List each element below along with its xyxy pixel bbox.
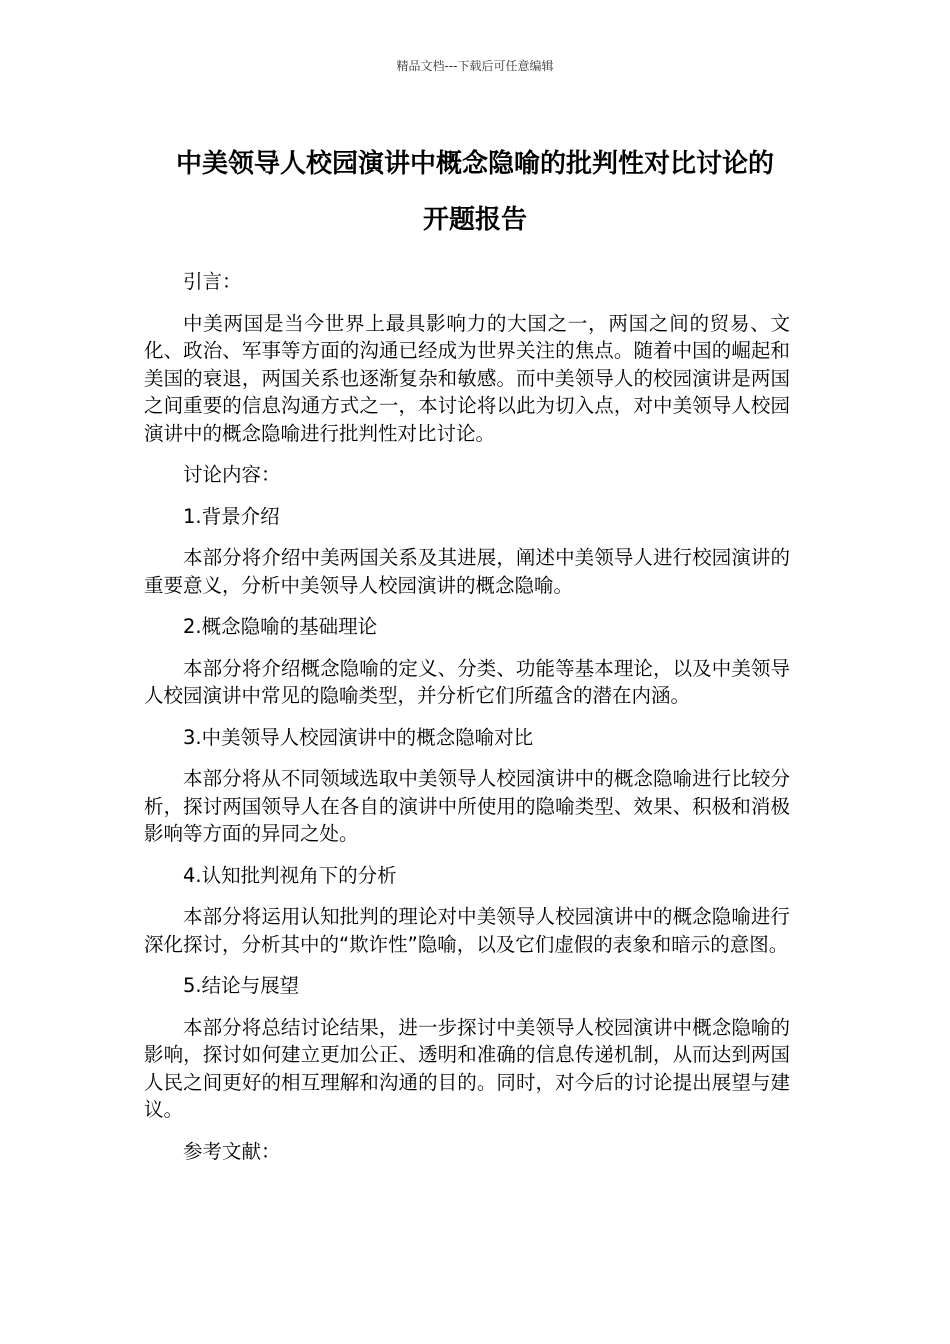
section-heading-cognitive-analysis: 4.认知批判视角下的分析	[183, 863, 397, 887]
section-heading-conclusion: 5.结论与展望	[183, 974, 300, 997]
document-body	[144, 268, 790, 1179]
content-heading: 讨论内容：	[183, 463, 281, 486]
section-paragraph-comparison: 本部分将从不同领域选取中美领导人校园演讲中的概念隐喻进行比较分析，探讨两国领导人在各自的演讲中所使用的隐喻类型、效果、积极和消极影响等方面的异同之处。	[144, 767, 790, 845]
document-title-line-1: 中美领导人校园演讲中概念隐喻的批判性对比讨论的	[175, 149, 774, 179]
section-paragraph-cognitive-analysis: 本部分将运用认知批判的理论对中美领导人校园演讲中的概念隐喻进行深化探讨，分析其中的“欺诈性”隐喻，以及它们虚假的表象和暗示的意图。	[144, 905, 790, 956]
section-heading-theory: 2.概念隐喻的基础理论	[183, 615, 378, 638]
page-header: 精品文档---下载后可任意编辑	[396, 59, 554, 73]
references-heading: 参考文献：	[183, 1139, 281, 1163]
section-paragraph-conclusion: 本部分将总结讨论结果，进一步探讨中美领导人校园演讲中概念隐喻的影响，探讨如何建立更加公正、透明和准确的信息传递机制，从而达到两国人民之间更好的相互理解和沟通的目的。同时，对今后的讨论提出展望与建议。	[144, 1015, 790, 1121]
document-title	[140, 136, 810, 248]
section-heading-comparison: 3.中美领导人校园演讲中的概念隐喻对比	[183, 725, 534, 749]
intro-heading: 引言：	[183, 270, 242, 293]
document-title-line-2: 开题报告	[422, 205, 527, 235]
section-heading-background: 1.背景介绍	[183, 504, 280, 528]
section-paragraph-theory: 本部分将介绍概念隐喻的定义、分类、功能等基本理论，以及中美领导人校园演讲中常见的隐喻类型，并分析它们所蕴含的潜在内涵。	[144, 656, 790, 707]
section-paragraph-background: 本部分将介绍中美两国关系及其进展，阐述中美领导人进行校园演讲的重要意义，分析中美领导人校园演讲的概念隐喻。	[144, 546, 790, 597]
intro-paragraph: 中美两国是当今世界上最具影响力的大国之一，两国之间的贸易、文化、政治、军事等方面的沟通已经成为世界关注的焦点。随着中国的崛起和美国的衰退，两国关系也逐渐复杂和敏感。而中美领导人的校园演讲是两国之间重要的信息沟通方式之一，本讨论将以此为切入点，对中美领导人校园演讲中的概念隐喻进行批判性对比讨论。	[144, 311, 790, 445]
